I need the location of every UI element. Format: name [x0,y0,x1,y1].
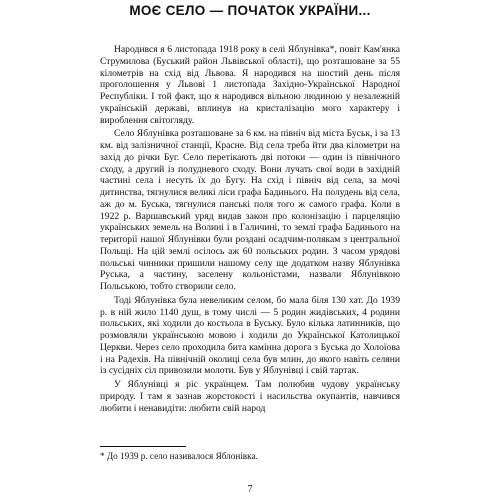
paragraph-2: Село Яблунівка розташоване за 6 км. на північ від міста Буськ, і за 13 км. від залізничної станції, Красне. Від села треба йти два кілометри на захід до річки Буг. Село перетікають дві потоки — один із північного сходу, а другий із полудневого сходу. Вони лучать свої води в західній частині села і несуть їх до Бугу. На схід і північ від села, за мочі дитинства, тягнулися великі ліси графа Бадинього. На полудень від села, аж до м. Буська, тягнулися панські поля того ж самого графа. Коли в 1922 р. Варшавський уряд видав закон про колонізацію і парцеляцію українських земель на Волині і в Галичині, то землі графа Бадинього на території нашої Яблунівки були роздані осадчим-полякам з центральної Польщі. На цій землі осілось аж 60 польських родин. З часом урядові польські чинники пришили нашому селу ще додатком назву Яблунівка Руська, а частину, заселену кольоністами, назвали Яблунівкою Польською, тобто створили село. [100,128,400,292]
page-number: 7 [247,484,253,495]
chapter-title: МОЄ СЕЛО — ПОЧАТОК УКРАЇНИ... [129,3,371,18]
paragraph-4: У Яблунівці я ріс українцем. Там полюбив чудову українську природу. І там я зазнав жорстокості і насильства окупантів, навчився любити і ненавидіти: любити свій народ [100,379,400,414]
footnote-divider [100,446,186,447]
footnote: * До 1939 р. село називалося Яблонівка. [100,451,258,461]
body-text [100,44,400,416]
paragraph-1: Народився я 6 листопада 1918 року в селі Яблунівка*, повіт Кам'янка Струмилова (Буський район Львівської області), що розташоване за 55 кілометрів на схід від Львова. Я народився на шостий день після проголошення у Львові 1 листопада Західно-Української Народної Республіки. І той факт, що я народився вільною людиною у незалежній українській державі, вплинув на кристалізацію мого характеру і вироблення світогляду. [100,44,400,126]
paragraph-3: Тоді Яблунівка була невеликим селом, бо мала біля 130 хат. До 1939 р. в ній жило 1140 душ, в тому числі — 5 родин жидівських, 4 родини польських, які ходили до костьола в Буську. Було кілька латинників, що розмовляли українською мовою і ходили до Української Католицької Церкви. Через село проходила бита камінна дорога з Буська до Холоїова і на Радехів. На північній околиці села був млин, до якого навіть селяни із сусідніх сіл привозили молоти. Був у Яблунівці і свій тартак. [100,294,400,377]
